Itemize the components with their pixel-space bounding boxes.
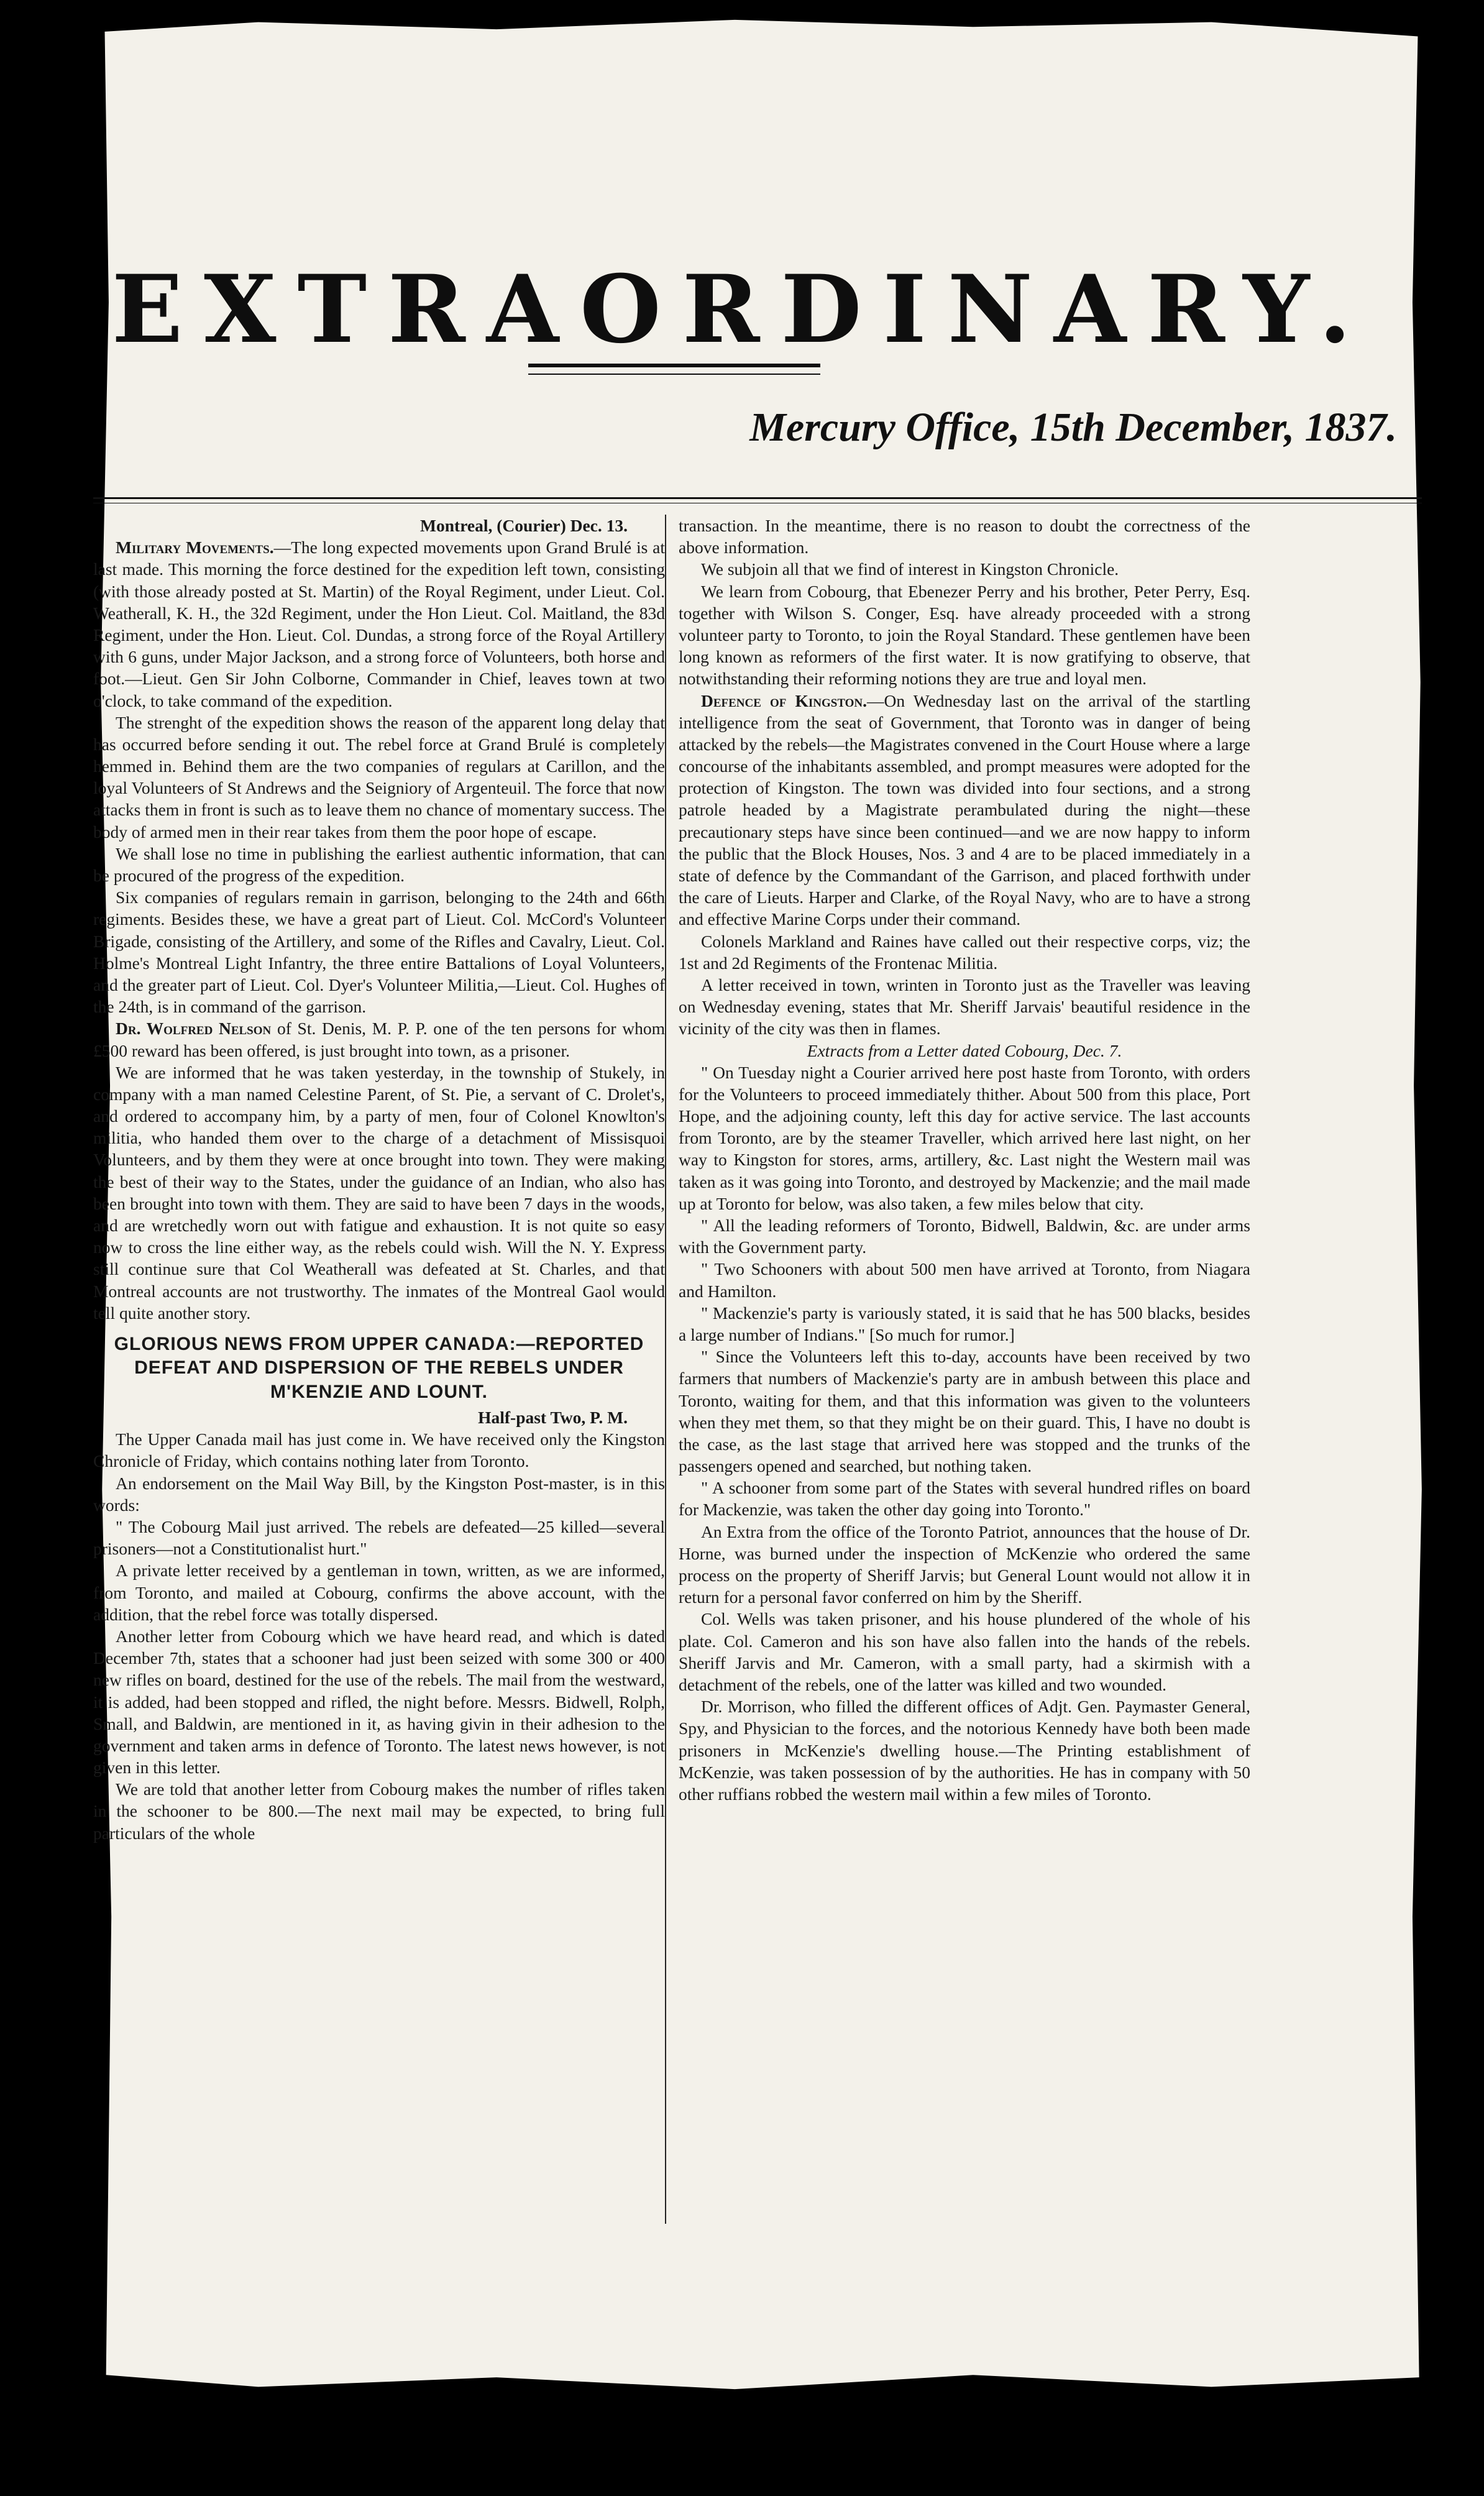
paragraph-text: " All the leading reformers of Toronto, Bidwell, Baldwin, &c. are under arms with the Government party.	[679, 1216, 1250, 1257]
paragraph-text: —The long expected movements upon Grand Brulé is at last made. This morning the force destined for the expedition left town, consisting (with those already posted at St. Martin) of the Royal Regiment, under Lieut. Col. Weatherall, K. H., the 32d Regiment, under the Hon Lieut. Col. Maitland, the 83d Regiment, under the Hon. Lieut. Col. Dundas, a strong force of the Royal Artillery with 6 guns, under Major Jackson, and a strong force of Volunteers, both horse and foot.—Lieut. Gen Sir John Colborne, Commander in Chief, leaves town at two o'clock, to take command of the expedition.	[93, 538, 665, 710]
paragraph-text: Extracts from a Letter dated Cobourg, Dec. 7.	[807, 1040, 1122, 1060]
article-paragraph	[93, 1017, 665, 1061]
article-paragraph	[679, 974, 1250, 1040]
article-paragraph	[679, 1695, 1250, 1805]
dateline-entry	[93, 1406, 628, 1428]
paragraph-text: The Upper Canada mail has just come in. We have received only the Kingston Chronicle of Friday, which contains nothing later from Toronto.	[93, 1429, 665, 1471]
article-paragraph	[679, 558, 1250, 580]
news-headline	[93, 1333, 665, 1404]
article-paragraph	[93, 536, 665, 712]
section-subhead	[679, 1040, 1250, 1062]
article-paragraph	[679, 1258, 1250, 1301]
paragraph-text: We subjoin all that we find of interest in Kingston Chronicle.	[701, 559, 1119, 579]
article-paragraph	[679, 1521, 1250, 1608]
paragraph-text: " On Tuesday night a Courier arrived here post haste from Toronto, with orders for the Volunteers to proceed immediately thither. About 500 from this place, Port Hope, and the adjoining county, left this day for active service. The last accounts from Toronto, are by the steamer Traveller, which arrived here last night, on her way to Kingston for stores, arms, artillery, &c. Last night the Western mail was taken as it was going into Toronto, and destroyed by Mackenzie; and the mail made up at Toronto for below, was also taken, a few miles below that city.	[679, 1062, 1250, 1213]
paragraph-text: " A schooner from some part of the States with several hundred rifles on board for Mackenzie, was taken the other day going into Toronto."	[679, 1478, 1250, 1520]
paragraph-text: The strenght of the expedition shows the reason of the apparent long delay that has occurred before sending it out. The rebel force at Grand Brulé is completely hemmed in. Behind them are the two companies of regulars at Carillon, and the loyal Volunteers of St Andrews and the Seigniory of Argenteuil. The force that now attacks them in front is such as to leave them no chance of momentary success. The body of armed men in their rear takes from them the poor hope of escape.	[93, 712, 665, 842]
dateline-entry	[93, 515, 628, 536]
paragraph-text: —On Wednesday last on the arrival of the startling intelligence from the seat of Government, that Toronto was in danger of being attacked by the rebels—the Magistrates convened in the Court House where a large concourse of the inhabitants assembled, and prompt measures were adopted for the protection of Kingston. The town was divided into four sections, and a strong patrole headed by a Magistrate perambulated during the night—these precautionary steps have since been continued—and we are now happy to inform the public that the Block Houses, Nos. 3 and 4 are to be placed immediately in a state of defence by the Commandant of the Garrison, and placed forthwith under the care of Lieuts. Harper and Clarke, of the Royal Navy, who are to have a strong and effective Marine Corps under their command.	[679, 691, 1251, 929]
column-top-rule	[93, 497, 1422, 503]
paragraph-text: Another letter from Cobourg which we have heard read, and which is dated December 7th, states that a schooner had just been seized with some 300 or 400 new rifles on board, destined for the use of the rebels. The mail from the westward, it is added, had been stopped and rifled, the night before. Messrs. Bidwell, Rolph, Small, and Baldwin, are mentioned in it, as having givin in their adhesion to the government and taken arms in defence of Toronto. The latest news however, is not given in this letter.	[93, 1626, 665, 1778]
masthead-title: EXTRAORDINARY.	[111, 255, 1373, 364]
paragraph-text: " Since the Volunteers left this to-day, accounts have been received by two farmers that numbers of Mackenzie's party are in ambush between this place and Toronto, waiting for them, and that this information was given to the volunteers when they met them, so that they might be on their guard. This, I have no doubt is the case, as the last stage that arrived here was stopped and the trunks of the passengers opened and searched, but nothing taken.	[679, 1347, 1250, 1476]
paragraph-text: Half-past Two, P. M.	[478, 1408, 628, 1428]
paragraph-text: A letter received in town, wrinten in Toronto just as the Traveller was leaving on Wednesday evening, states that Mr. Sheriff Jarvais' beautiful residence in the vicinity of the city was then in flames.	[679, 975, 1250, 1039]
article-paragraph	[93, 1428, 665, 1472]
paragraph-lead: Military Movements.	[116, 538, 274, 557]
paragraph-text: We shall lose no time in publishing the earliest authentic information, that can be procured of the progress of the expedition.	[93, 843, 665, 885]
article-paragraph	[679, 690, 1250, 930]
dateline: Mercury Office, 15th December, 1837.	[749, 405, 1397, 450]
article-paragraph	[679, 1608, 1250, 1695]
article-paragraph	[93, 843, 665, 886]
article-paragraph	[93, 1559, 665, 1625]
article-paragraph	[93, 1778, 665, 1844]
paragraph-text: An Extra from the office of the Toronto Patriot, announces that the house of Dr. Horne, was burned under the inspection of McKenzie who ordered the same process on the property of Sheriff Jarvis; but General Lount would not allow it in return for a personal favor conferred on him by the Sheriff.	[679, 1521, 1250, 1607]
paragraph-text: We learn from Cobourg, that Ebenezer Perry and his brother, Peter Perry, Esq. together with Wilson S. Conger, Esq. have already proceeded with a strong volunteer party to Toronto, to join the Royal Standard. These gentlemen have been long known as reformers of the first water. It is now gratifying to observe, that notwithstanding their reforming notions they are true and loyal men.	[679, 581, 1250, 689]
left-column	[93, 515, 665, 1844]
article-paragraph	[679, 1062, 1250, 1214]
paragraph-text: " The Cobourg Mail just arrived. The rebels are defeated—25 killed—several prisoners—not a Constitutionalist hurt."	[93, 1517, 665, 1559]
paragraph-lead: Dr. Wolfred Nelson	[116, 1019, 272, 1039]
article-paragraph	[679, 1346, 1250, 1477]
paragraph-text: We are informed that he was taken yesterday, in the township of Stukely, in company with a man named Celestine Parent, of St. Pie, a servant of C. Drolet's, and ordered to accompany him, by a party of men, four of Colonel Knowlton's militia, who handed them over to the charge of a detachment of Missisquoi Volunteers, and by them they were at once brought into town. They were making the best of their way to the States, under the guidance of an Indian, who also has been brought into town with them. They are said to have been 7 days in the woods, and are wretchedly worn out with fatigue and exhaustion. It is not quite so easy now to cross the line either way, as the rebels could wish. Will the N. Y. Express still continue sure that Col Weatherall was defeated at St. Charles, and that Montreal accounts are not trustworthy. The inmates of the Montreal Gaol would tell quite another story.	[93, 1062, 665, 1323]
right-column	[679, 515, 1250, 1805]
article-paragraph	[93, 1625, 665, 1778]
paragraph-text: An endorsement on the Mail Way Bill, by the Kingston Post-master, is in this words:	[93, 1473, 665, 1515]
article-paragraph	[93, 1472, 665, 1516]
article-paragraph	[93, 1516, 665, 1559]
article-paragraph	[679, 930, 1250, 974]
paragraph-text: We are told that another letter from Cobourg makes the number of rifles taken in the schooner to be 800.—The next mail may be expected, to bring full particulars of the whole	[93, 1779, 665, 1843]
article-paragraph	[679, 1477, 1250, 1520]
paragraph-text: transaction. In the meantime, there is no reason to doubt the correctness of the above information.	[679, 516, 1250, 557]
article-paragraph	[93, 1062, 665, 1324]
paragraph-text: GLORIOUS NEWS FROM UPPER CANADA:—REPORTED DEFEAT AND DISPERSION OF THE REBELS UNDER M'KENZIE AND LOUNT.	[114, 1333, 644, 1402]
masthead-rule	[528, 364, 820, 375]
paragraph-text: " Mackenzie's party is variously stated, it is said that he has 500 blacks, besides a large number of Indians." [So much for rumor.]	[679, 1303, 1250, 1344]
paragraph-lead: Defence of Kingston.	[701, 691, 868, 710]
paragraph-text: Montreal, (Courier) Dec. 13.	[420, 516, 628, 535]
paragraph-text: Colonels Markland and Raines have called out their respective corps, viz; the 1st and 2d Regiments of the Frontenac Militia.	[679, 931, 1250, 973]
paragraph-text: Col. Wells was taken prisoner, and his house plundered of the whole of his plate. Col. Cameron and his son have also fallen into the hands of the rebels. Sheriff Jarvis and Mr. Cameron, with a small party, had a skirmish with a detachment of the rebels, one of the latter was killed and two wounded.	[679, 1609, 1250, 1694]
paragraph-text: " Two Schooners with about 500 men have arrived at Toronto, from Niagara and Hamilton.	[679, 1259, 1250, 1301]
article-paragraph	[679, 1302, 1250, 1346]
article-paragraph	[93, 712, 665, 843]
column-divider	[665, 515, 666, 2224]
paragraph-text: of St. Denis, M. P. P. one of the ten persons for whom £500 reward has been offered, is just brought into town, as a prisoner.	[93, 1019, 665, 1060]
paragraph-text: A private letter received by a gentleman in town, written, as we are informed, from Toronto, and mailed at Cobourg, confirms the above account, with the addition, that the rebel force was totally dispersed.	[93, 1561, 665, 1624]
paragraph-text: Dr. Morrison, who filled the different offices of Adjt. Gen. Paymaster General, Spy, and Physician to the forces, and the notorious Kennedy have both been made prisoners in McKenzie's dwelling house.—The Printing establishment of McKenzie, was taken possession of by the authorities. He has in company with 50 other ruffians robbed the western mail within a few miles of Toronto.	[679, 1697, 1250, 1804]
article-paragraph	[93, 886, 665, 1017]
paragraph-text: Six companies of regulars remain in garrison, belonging to the 24th and 66th regiments. Besides these, we have a great part of Lieut. Col. McCord's Volunteer Brigade, consisting of the Artillery, and some of the Rifles and Cavalry, Lieut. Col. Holme's Montreal Light Infantry, the three entire Battalions of Loyal Volunteers, and the greater part of Lieut. Col. Dyer's Volunteer Militia,—Lieut. Col. Hughes of the 24th, is in command of the garrison.	[93, 888, 665, 1017]
article-paragraph	[679, 580, 1250, 690]
article-paragraph	[679, 515, 1250, 558]
article-paragraph	[679, 1214, 1250, 1258]
